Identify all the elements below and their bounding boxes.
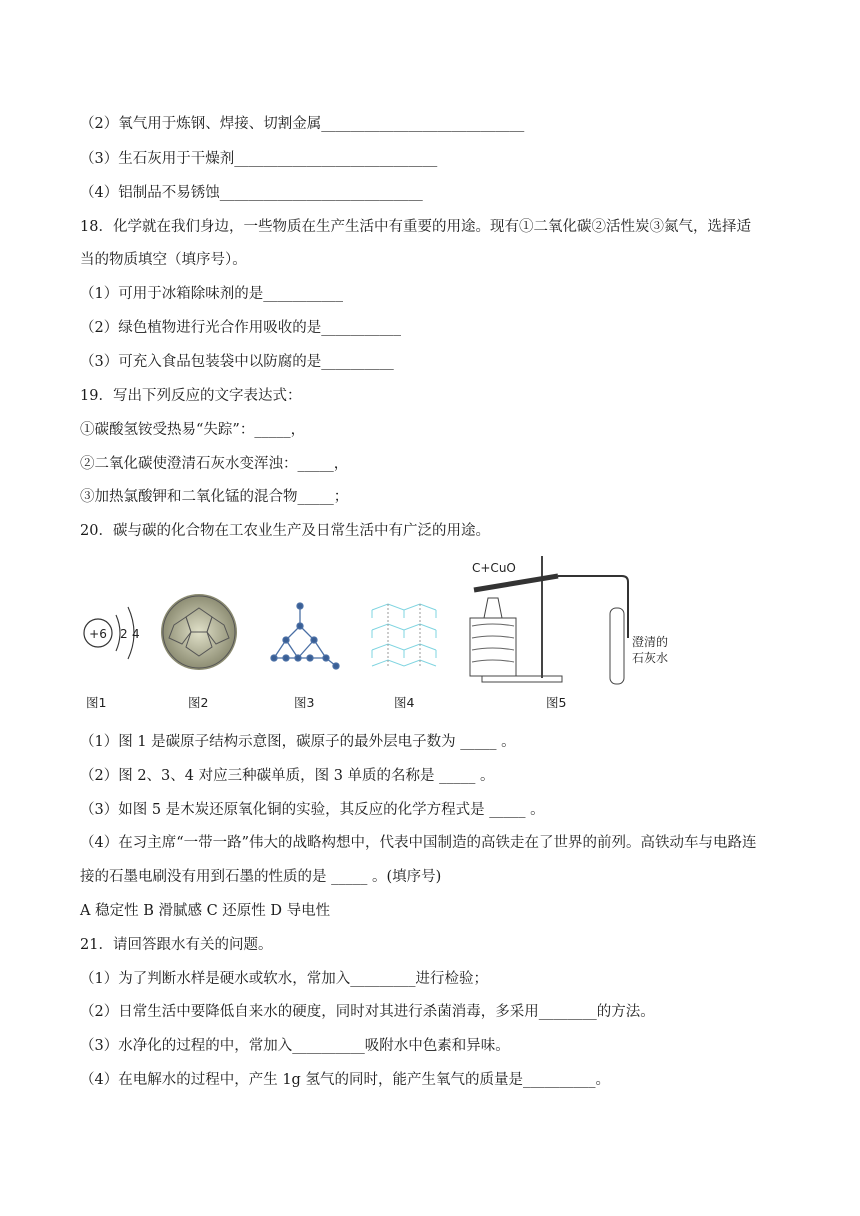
- carbon-atom-diagram: [76, 593, 146, 663]
- fig5-caption: 图5: [546, 695, 567, 710]
- q19-item-2: ②二氧化碳使澄清石灰水变浑浊：_____，: [80, 456, 349, 472]
- q18-item-1: （1）可用于冰箱除味剂的是___________: [80, 286, 343, 302]
- fullerene-diagram: [154, 590, 244, 675]
- q20-item-3: （3）如图 5 是木炭还原氧化铜的实验，其反应的化学方程式是 _____ 。: [80, 802, 545, 818]
- q20-item-1: （1）图 1 是碳原子结构示意图，碳原子的最外层电子数为 _____ 。: [80, 734, 516, 750]
- q20-item-4-line1: （4）在习主席“一带一路”伟大的战略构想中，代表中国制造的高铁走在了世界的前列。高铁动车与电路连: [80, 835, 757, 851]
- fig2-caption: 图2: [188, 695, 209, 710]
- carbon-figures: [76, 548, 696, 718]
- q20-options: A 稳定性 B 滑腻感 C 还原性 D 导电性: [80, 903, 331, 919]
- q19-item-1: ①碳酸氢铵受热易“失踪”：_____，: [80, 422, 306, 438]
- atom-shell-2: 4: [132, 627, 140, 641]
- q18-item-3: （3）可充入食品包装袋中以防腐的是__________: [80, 354, 394, 370]
- diamond-structure-diagram: [264, 598, 344, 678]
- atom-shell-1: 2: [120, 627, 128, 641]
- q19-stem: 19．写出下列反应的文字表达式：: [80, 388, 302, 404]
- limewater-label-2: 石灰水: [632, 651, 669, 665]
- q17-item-2: （2）氧气用于炼钢、焊接、切割金属____________________________: [80, 116, 525, 132]
- q21-item-2: （2）日常生活中要降低自来水的硬度，同时对其进行杀菌消毒，多采用________的方法。: [80, 1004, 655, 1020]
- fig4-caption: 图4: [394, 695, 415, 710]
- carbon-reduction-apparatus: [462, 548, 696, 690]
- q21-stem: 21．请回答跟水有关的问题。: [80, 937, 273, 953]
- graphite-structure-diagram: [368, 600, 443, 675]
- q18-stem-line1: 18．化学就在我们身边，一些物质在生产生活中有重要的用途。现有①二氧化碳②活性炭③氮气，选择适: [80, 219, 751, 235]
- q21-item-3: （3）水净化的过程的中，常加入__________吸附水中色素和异味。: [80, 1038, 510, 1054]
- q19-item-3: ③加热氯酸钾和二氧化锰的混合物_____；: [80, 489, 349, 505]
- reagent-label: C+CuO: [472, 561, 516, 575]
- q18-item-2: （2）绿色植物进行光合作用吸收的是___________: [80, 320, 401, 336]
- q17-item-3: （3）生石灰用于干燥剂____________________________: [80, 151, 438, 167]
- q20-stem: 20．碳与碳的化合物在工农业生产及日常生活中有广泛的用途。: [80, 523, 490, 539]
- atom-nucleus-label: +6: [89, 627, 107, 641]
- limewater-label-1: 澄清的: [632, 635, 669, 649]
- q20-item-2: （2）图 2、3、4 对应三种碳单质，图 3 单质的名称是 _____ 。: [80, 768, 495, 784]
- fig1-caption: 图1: [86, 695, 107, 710]
- q18-stem-line2: 当的物质填空（填序号）。: [80, 252, 247, 268]
- q20-item-4-line2: 接的石墨电刷没有用到石墨的性质的是 _____ 。(填序号): [80, 869, 442, 885]
- fig3-caption: 图3: [294, 695, 315, 710]
- q17-item-4: （4）铝制品不易锈蚀____________________________: [80, 185, 423, 201]
- q21-item-4: （4）在电解水的过程中，产生 1g 氢气的同时，能产生氧气的质量是__________。: [80, 1072, 610, 1088]
- q21-item-1: （1）为了判断水样是硬水或软水，常加入_________进行检验；: [80, 971, 488, 987]
